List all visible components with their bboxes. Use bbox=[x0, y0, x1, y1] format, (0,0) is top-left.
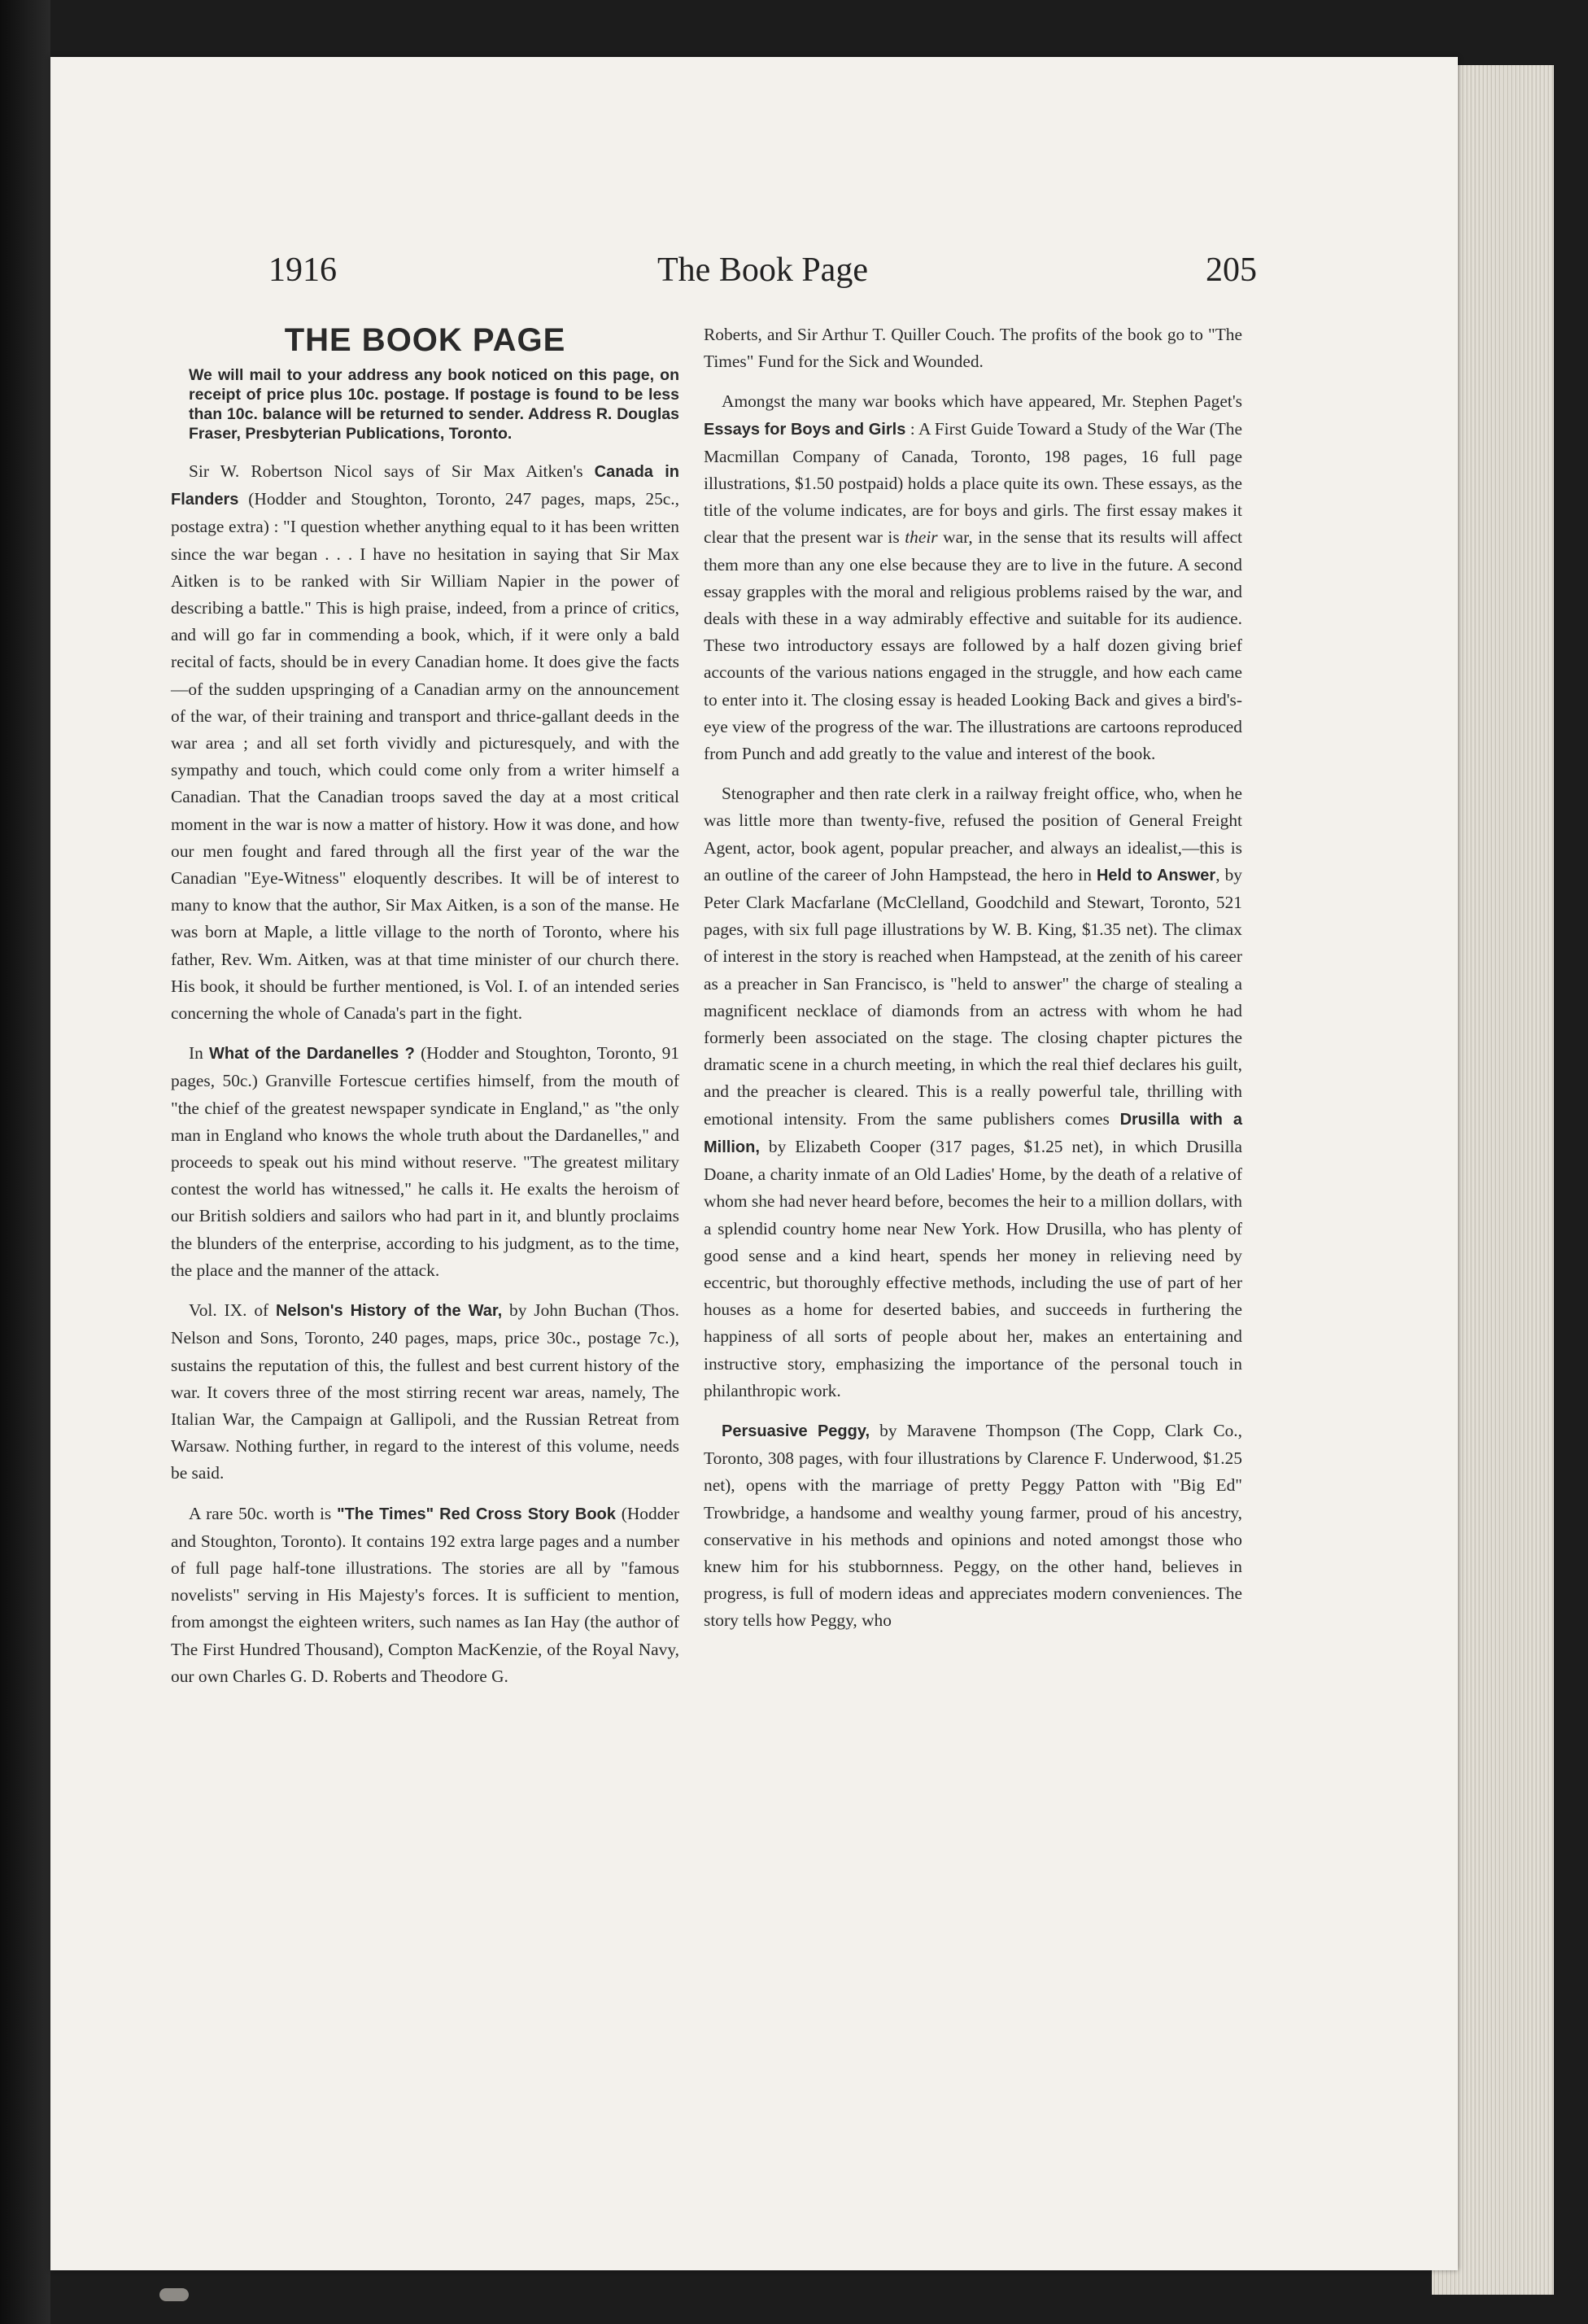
running-head bbox=[268, 251, 1257, 291]
smudge-mark bbox=[159, 2288, 189, 2301]
review-text: (Hodder and Stoughton, Toronto, 91 pages, 50c.) Granville Fortescue certifies himself, from the mouth of "the chief of the greatest newspaper syndicate in England," as "the only man in England who knows the whole truth about the Dardanelles," and proceeds to speak out his mind without reserve. "The greatest military contest the world has witnessed," he calls it. He exalts the heroism of our British soldiers and sailors who had part in it, and bluntly proclaims the blunders of the enterprise, according to his judgment, as to the time, the place and the manner of the attack. bbox=[171, 1043, 679, 1280]
review-text: Sir W. Robertson Nicol says of Sir Max Aitken's bbox=[189, 461, 595, 481]
review-nelsons-history bbox=[171, 1297, 679, 1487]
review-canada-in-flanders bbox=[171, 458, 679, 1027]
review-text: (Hodder and Stoughton, Toronto, 247 pages, maps, 25c., postage extra) : "I question whether anything equal to it has been written since the war began . . . I have no hesitation in saying that Sir Max Aitken is to be ranked with Sir William Napier in the power of describing a battle." This is high praise, indeed, from a prince of critics, and will go far in commending a book, which, if it were only a bald recital of facts, should be in every Canadian home. It does give the facts—of the sudden upspringing of a Canadian army on the announcement of the war, of their training and transport and thrice-gallant deeds in the war area ; and all set forth vividly and picturesquely, and with the sympathy and touch, which could come only from a writer himself a Canadian. That the Canadian troops saved the day at a most critical moment in the war is now a matter of history. How it was done, and how our men fought and fared through all the first year of the war the Canadian "Eye-Witness" eloquently describes. It will be of interest to many to know that the author, Sir Max Aitken, is a son of the manse. He was born at Maple, a little village to the north of Toronto, where his father, Rev. Wm. Aitken, was at that time minister of our church there. His book, it should be further mentioned, is Vol. I. of an intended series concerning the whole of Canada's part in the fight. bbox=[171, 489, 679, 1024]
mailing-notice: We will mail to your address any book noticed on this page, on receipt of price plus 10c. postage. If postage is found to be less than 10c. balance will be returned to sender. Address R. Douglas Fraser, Presbyterian Publications, Toronto. bbox=[189, 366, 679, 443]
review-text: Stenographer and then rate clerk in a railway freight office, who, when he was little more than twenty-five, refused the position of General Freight Agent, actor, book agent, popular preacher, and always an idealist,—this is an outline of the career of John Hampstead, the hero in bbox=[704, 784, 1242, 885]
header-title: The Book Page bbox=[657, 251, 868, 289]
review-text: by Elizabeth Cooper (317 pages, $1.25 net), in which Drusilla Doane, a charity inmate of an Old Ladies' Home, by the death of a relative of whom she had never heard before, becomes the heir to a million dollars, with a splendid country home near New York. How Drusilla, who has plenty of good sense and a kind heart, spends her money in relieving need by eccentric, but thoroughly effective methods, including the use of part of her houses as a home for deserted babies, and succeeds in furthering the happiness of all sorts of people about her, makes an entertaining and instructive story, emphasizing the importance of the personal touch in philanthropic work. bbox=[704, 1136, 1242, 1400]
review-held-to-answer bbox=[704, 780, 1242, 1404]
book-title: What of the Dardanelles ? bbox=[209, 1045, 415, 1064]
review-text: war, in the sense that its results will affect them more than any one else because they are to live in the future. A second essay grapples with the moral and religious problems raised by the war, and deals with these in a way admirably effective and suitable for its audience. These two introductory essays are followed by a half dozen giving brief accounts of the various nations engaged in the struggle, and how each came to enter into it. The closing essay is headed Looking Back and gives a bird's-eye view of the progress of the war. The illustrations are cartoons reproduced from Punch and add greatly to the value and interest of the book. bbox=[704, 527, 1243, 764]
right-column bbox=[704, 321, 1242, 1648]
book-binding-shadow bbox=[0, 0, 50, 2324]
book-title: "The Times" Red Cross Story Book bbox=[337, 1505, 616, 1523]
review-text: Vol. IX. of bbox=[189, 1300, 277, 1321]
review-text: by John Buchan (Thos. Nelson and Sons, Toronto, 240 pages, maps, price 30c., postage 7c.), sustains the reputation of this, the fullest and best current history of the war. It covers three of the most stirring recent war areas, namely, The Italian War, the Campaign at Gallipoli, and the Russian Retreat from Warsaw. Nothing further, in regard to the interest of this volume, needs be said. bbox=[171, 1300, 679, 1483]
review-red-cross-story-book bbox=[171, 1501, 679, 1690]
book-title: Persuasive Peggy, bbox=[722, 1422, 870, 1440]
left-column bbox=[171, 321, 679, 1703]
book-title: Held to Answer bbox=[1096, 866, 1216, 885]
review-text: Amongst the many war books which have appeared, Mr. Stephen Paget's bbox=[722, 391, 1242, 412]
review-text: , by Peter Clark Macfarlane (McClelland, Goodchild and Stewart, Toronto, 521 pages, with six full page illustrations by W. B. King, $1.35 net). The climax of interest in the story is reached when Hampstead, at the zenith of his career as a preacher in San Francisco, is "held to answer" the charge of stealing a magnificent necklace of diamonds from an actress with whom he had formerly been associated on the stage. The closing chapter pictures the dramatic scene in a church meeting, in which the real thief declares his guilt, and the preacher is cleared. This is a really powerful tale, thrilling with emotional intensity. From the same publishers comes bbox=[704, 864, 1242, 1129]
header-page-number: 205 bbox=[1206, 251, 1257, 289]
review-continuation: Roberts, and Sir Arthur T. Quiller Couch. The profits of the book go to "The Times" Fund for the Sick and Wounded. bbox=[704, 325, 1242, 372]
book-title: Drusilla with a Million, bbox=[704, 1110, 1242, 1156]
review-dardanelles bbox=[171, 1040, 679, 1284]
review-text: by Maravene Thompson (The Copp, Clark Co., Toronto, 308 pages, with four illustrations by Clarence F. Underwood, $1.25 net), opens with the marriage of pretty Peggy Patton with "Big Ed" Trowbridge, a handsome and wealthy young farmer, proud of his ancestry, conservative in his methods and opinions and noted amongst those who knew him for his stubbornness. Peggy, on the other hand, believes in progress, is full of modern ideas and appreciates modern conveniences. The story tells how Peggy, who bbox=[704, 1420, 1242, 1631]
book-title: Canada in Flanders bbox=[171, 463, 679, 509]
review-text: (Hodder and Stoughton, Toronto). It contains 192 extra large pages and a number of full page half-tone illustrations. The stories are all by "famous novelists" serving in His Majesty's forces. It is sufficient to mention, from amongst the eighteen writers, such names as Ian Hay (the author of The First Hundred Thousand), Compton MacKenzie, of the Royal Navy, our own Charles G. D. Roberts and Theodore G. bbox=[171, 1503, 680, 1686]
section-title: THE BOOK PAGE bbox=[284, 322, 566, 358]
review-persuasive-peggy bbox=[704, 1418, 1242, 1635]
review-text: A rare 50c. worth is bbox=[189, 1503, 338, 1523]
review-essays-for-boys-and-girls bbox=[704, 388, 1242, 767]
emphasis: their bbox=[905, 527, 938, 548]
book-title: Essays for Boys and Girls bbox=[704, 420, 906, 439]
header-year: 1916 bbox=[268, 251, 337, 289]
review-text: : A First Guide Toward a Study of the War (The Macmillan Company of Canada, Toronto, 198 pages, 16 full page illustrations, $1.50 postpaid) holds a place quite its own. These essays, as the title of the volume indicates, are for boys and girls. The first essay makes it clear that the present war is bbox=[704, 418, 1242, 548]
review-text: In bbox=[189, 1043, 209, 1064]
book-title: Nelson's History of the War, bbox=[276, 1302, 503, 1321]
